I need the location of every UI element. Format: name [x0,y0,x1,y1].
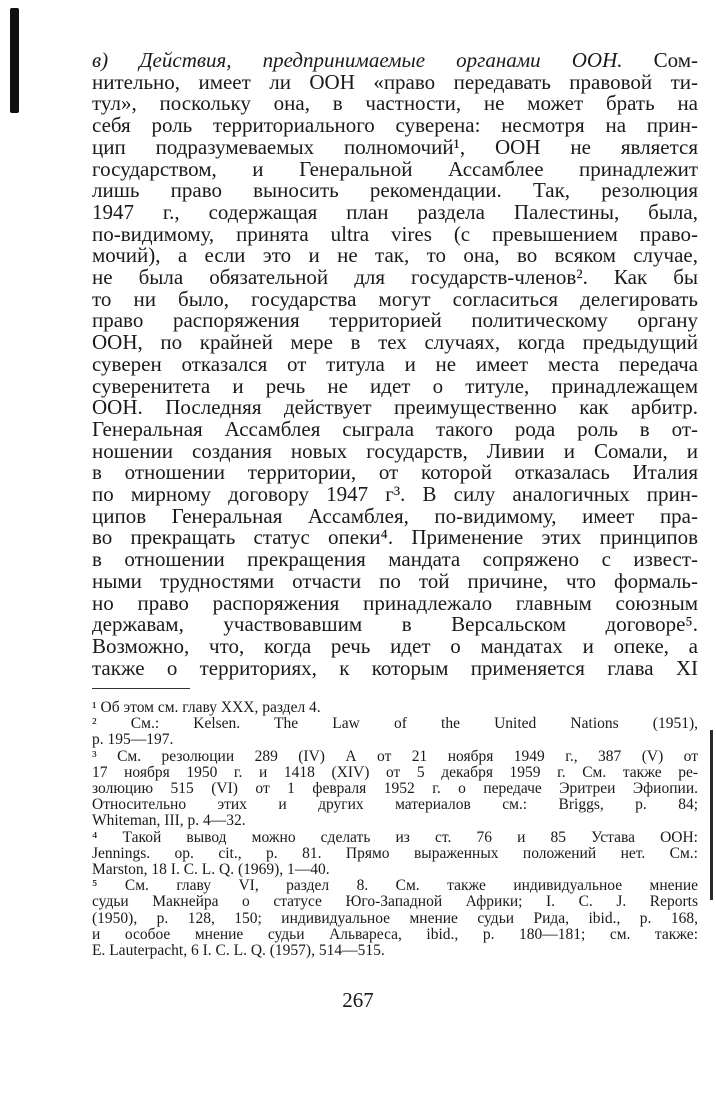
footnote-4-cont: Marston, 18 I. C. L. Q. (1969), 1—40. [92,861,330,879]
main-line: Генеральная Ассамблея сыграла такого рода роль в от- [92,416,698,441]
main-line: не была обязательной для государств-членов². Как бы [92,265,698,290]
main-line: нительно, имеет ли ООН «право передавать правовой ти- [92,69,698,94]
heading-continuation: Сом- [622,48,698,72]
footnote-3: ³ См. резолюции 289 (IV) А от 21 ноября 1949 г., 387 (V) от [92,747,698,765]
main-line: право распоряжения территорией политическому органу [92,308,698,333]
main-line: лишь право выносить рекомендации. Так, резолюция [92,178,698,203]
footnote-5-cont: и особое мнение судьи Альвареса, ibid., p. 180—181; см. также: [92,925,698,943]
footnote-5-cont: судьи Макнейра о статусе Юго-Западной Африки; I. C. J. Reports [92,893,698,911]
main-line: ными трудностями отчасти по той причине, что формаль- [92,568,698,593]
footnote-3-cont: Whiteman, III, p. 4—32. [92,812,246,830]
page-number: 267 [342,988,374,1012]
main-line: цип подразумеваемых полномочий¹, ООН не является [92,134,698,159]
main-line: ципов Генеральная Ассамблея, по-видимому, имеет пра- [92,503,698,528]
main-line: ООН, по крайней мере в тех случаях, когда предыдущий [92,330,698,355]
footnote-5: ⁵ См. главу VI, раздел 8. См. также индивидуальное мнение [92,877,698,895]
footnotes [92,700,698,959]
main-line-1 [92,50,698,72]
footnote-5-cont: (1950), p. 128, 150; индивидуальное мнение судьи Рида, ibid., p. 168, [92,909,698,927]
main-line: в отношении прекращения мандата сопряжено с извест- [92,547,698,572]
main-line: Возможно, что, когда речь идет о мандатах и опеке, а [92,633,698,658]
footnote-1: ¹ Об этом см. главу XXX, раздел 4. [92,699,321,716]
footnote-separator [92,688,190,689]
main-line: тул», поскольку она, в частности, не может брать на [92,91,698,116]
main-line: в отношении территории, от которой отказалась Италия [92,460,698,485]
main-line: ношении создания новых государств, Ливии и Сомали, и [92,438,698,463]
scan-edge-bar [10,8,19,113]
footnote-4-cont: Jennings. op. cit., p. 81. Прямо выраженных положений нет. См.: [92,844,698,862]
footnote-3-cont: золюцию 515 (VI) от 1 февраля 1952 г. о передаче Эритреи Эфиопии. [92,780,698,798]
main-line: себя роль территориального суверена: несмотря на прин- [92,113,698,138]
main-line: суверенитета и речь не идет о титуле, принадлежащем [92,373,698,398]
main-line: по мирному договору 1947 г³. В силу аналогичных прин- [92,482,698,507]
main-line: также о территориях, к которым применяется глава XI [92,655,698,680]
footnote-4: ⁴ Такой вывод можно сделать из ст. 76 и 85 Устава ООН: [92,828,698,846]
main-line: ООН. Последняя действует преимущественно как арбитр. [92,395,698,420]
main-line: суверен отказался от титула и не имеет места передача [92,351,698,376]
main-line: 1947 г., содержащая план раздела Палестины, была, [92,199,698,224]
footnote-3-cont: Относительно этих и других материалов см.: Briggs, p. 84; [92,796,698,814]
main-line: державам, участвовавшим в Версальском договоре⁵. [92,612,698,637]
footnote-2: ² См.: Kelsen. The Law of the United Nations (1951), [92,715,698,733]
main-line: по-видимому, принята ultra vires (с превышением право- [92,221,698,246]
main-line: во прекращать статус опеки⁴. Применение этих принципов [92,525,698,550]
main-line: мочий), а если это и не так, то она, во всяком случае, [92,243,698,268]
section-heading: в) Действия, предпринимаемые органами ООН. [92,48,623,72]
footnote-5-cont: E. Lauterpacht, 6 I. C. L. Q. (1957), 514—515. [92,942,385,960]
main-line: то ни было, государства могут согласиться делегировать [92,286,698,311]
main-line: государством, и Генеральной Ассамблее принадлежит [92,156,698,181]
scan-edge-mark [710,730,713,900]
main-text [92,50,698,679]
footnote-2-cont: p. 195—197. [92,731,174,749]
footnote-3-cont: 17 ноября 1950 г. и 1418 (XIV) от 5 декабря 1959 г. См. также ре- [92,763,698,781]
main-line: но право распоряжения принадлежало главным союзным [92,590,698,615]
